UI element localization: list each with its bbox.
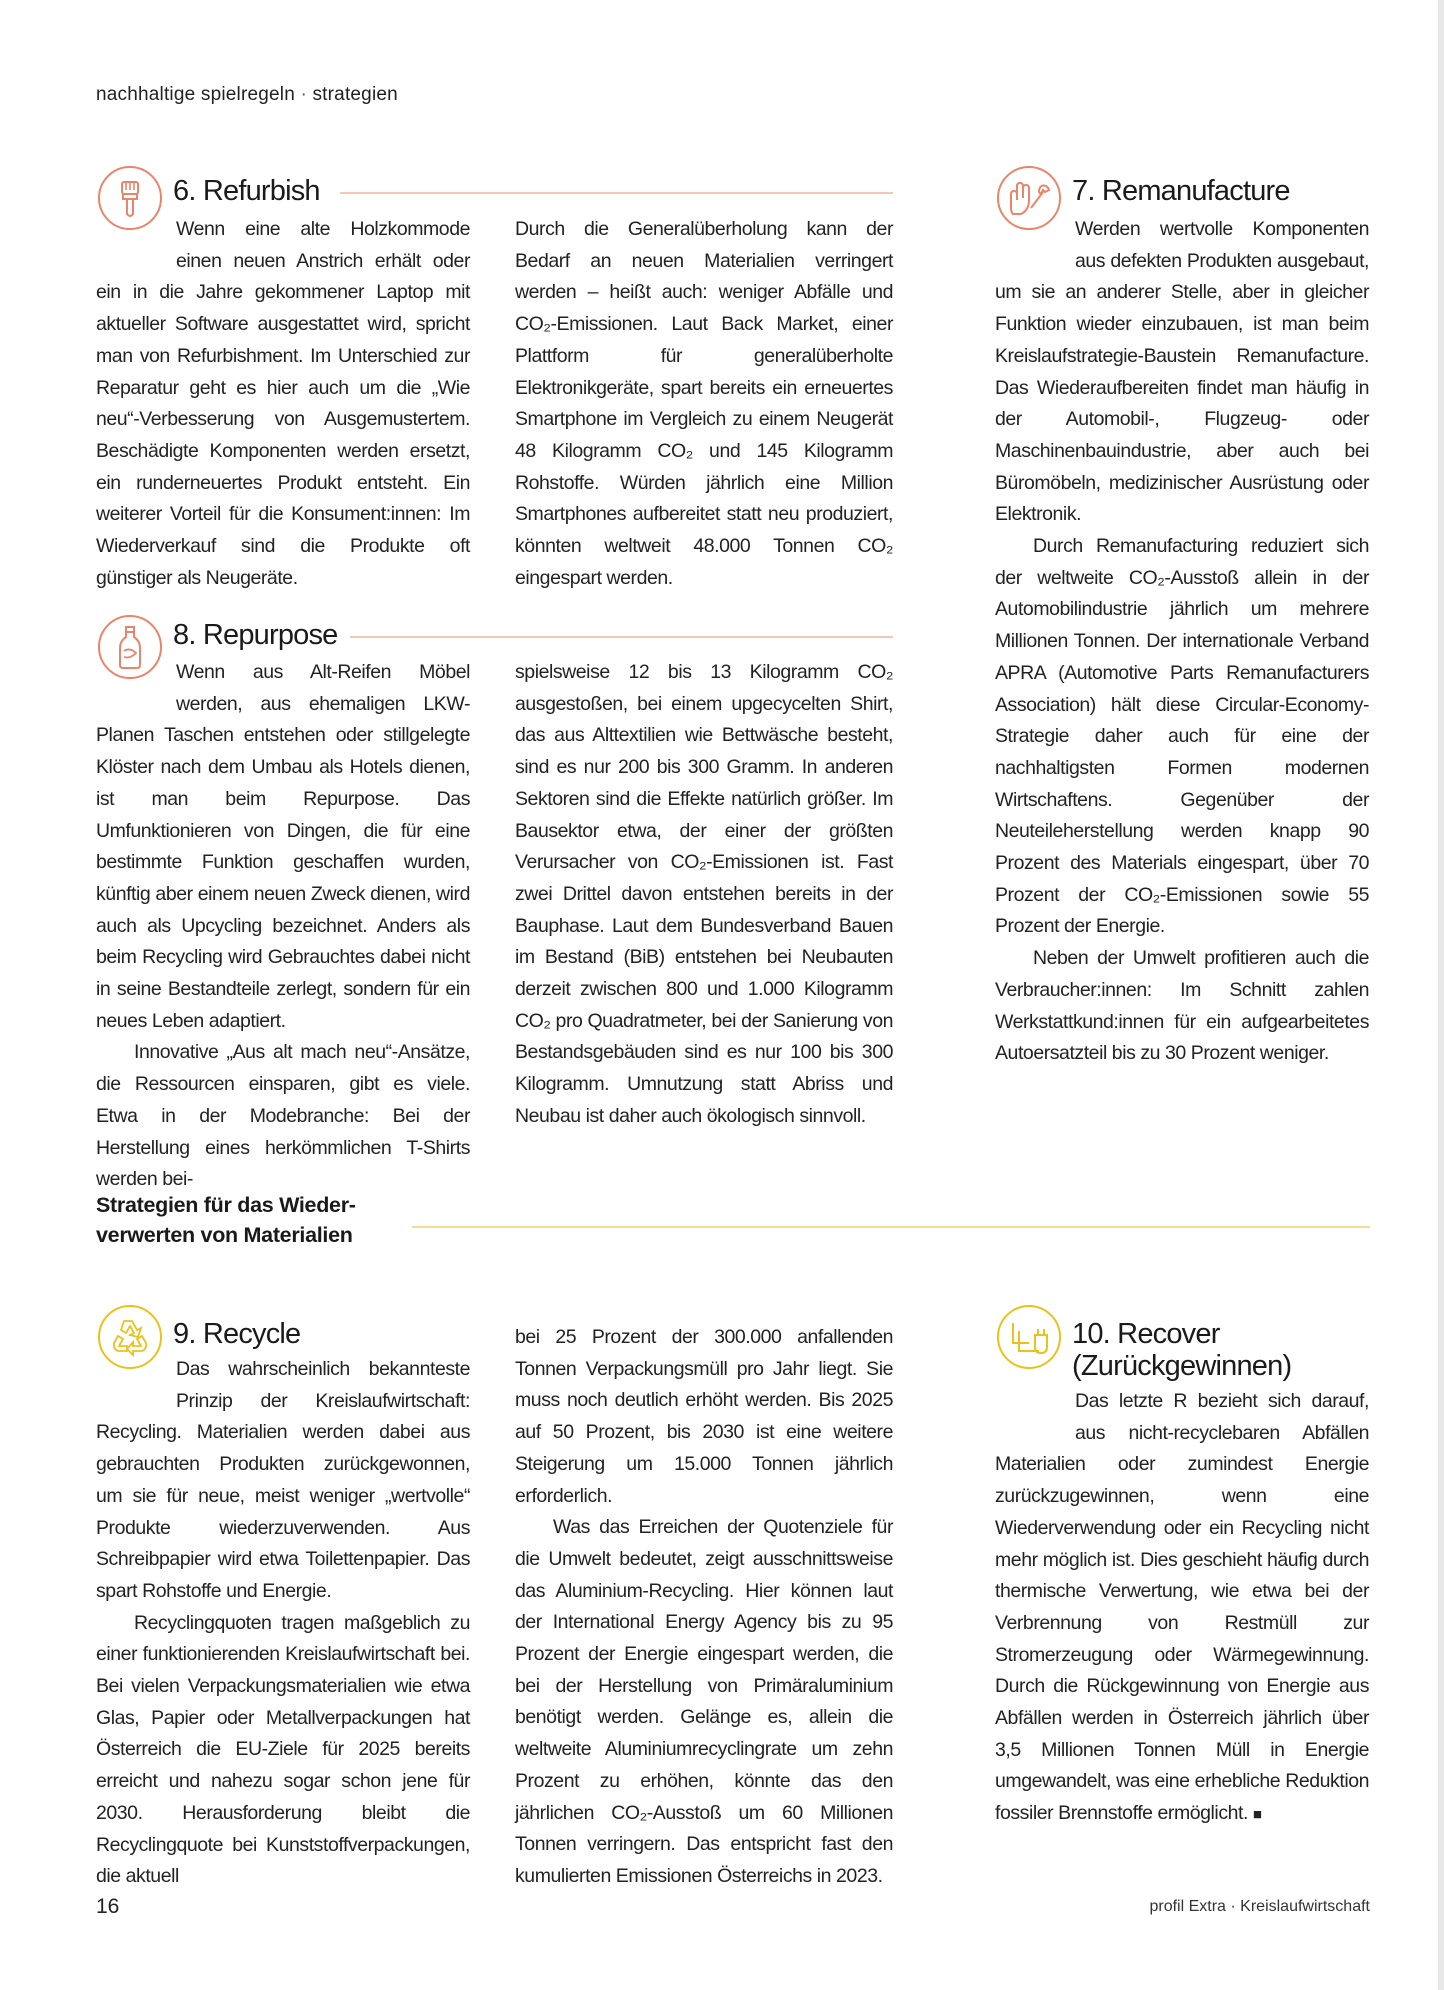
heading-line-1: Strategien für das Wieder- — [96, 1193, 356, 1217]
materials-section-rule — [412, 1226, 1370, 1228]
recover-title — [1072, 1318, 1303, 1382]
repurpose-rule — [340, 636, 893, 638]
recover-paragraph: Das letzte R bezieht sich darauf, aus nicht-recyclebaren Abfällen Materialien oder zumindest Energie zurückzugewinnen, wenn eine Wiederverwendung oder ein Recycling nicht mehr möglich ist. Dies geschieht häufig durch thermische Verwertung, wie etwa bei der Verbrennung von Restmüll zur Stromerzeugung oder Wärmegewinnung. Durch die Rückgewinnung von Energie aus Abfällen werden in Österreich jährlich über 3,5 Millionen Tonnen Müll in Energie umgewandelt, was eine erhebliche Reduktion fossiler Brennstoffe ermöglicht. — [995, 1390, 1369, 1825]
repurpose-paragraph-3: spielsweise 12 bis 13 Kilogramm CO₂ ausgestoßen, bei einem upgecycelten Shirt, das aus Alttextilien wie Bettwäsche besteht, sind es nur 200 bis 300 Gramm. In anderen Sektoren sind die Effekte natürlich größer. Im Bausektor etwa, der einer der größten Verursacher von CO₂-Emissionen ist. Fast zwei Drittel davon entstehen bereits in der Bauphase. Laut dem Bundesverband Bauen im Bestand (BiB) entstehen bei Neubauten derzeit zwischen 800 und 1.000 Kilogramm CO₂ pro Quadratmeter, bei der Sanierung von Bestandsgebäuden sind es nur 100 bis 300 Kilogramm. Umnutzung statt Abriss und Neubau ist daher auch ökologisch sinnvoll. — [515, 661, 893, 1127]
remanufacture-paragraph-2: Durch Remanufacturing reduziert sich der weltweite CO₂-Ausstoß allein in der Automobilindustrie jährlich um mehrere Millionen Tonnen. Der internationale Verband APRA (Automotive Parts Remanufacturers Association) hält diese Circular-Economy-Strategie daher auch für eine der nachhaltigsten Formen modernen Wirtschaftens. Gegenüber der Neuteileherstellung werden knapp 90 Prozent des Materials eingespart, über 70 Prozent der CO₂-Emissionen sowie 55 Prozent der Energie. — [995, 535, 1369, 938]
end-mark: ■ — [1252, 1806, 1262, 1824]
remanufacture-title: 7. Remanufacture — [1072, 175, 1302, 207]
recycle-column-2 — [515, 1322, 893, 1893]
refurbish-paragraph: Wenn eine alte Holzkommode einen neuen Anstrich erhält oder ein in die Jahre gekommener Laptop mit aktueller Software ausgestattet wird, spricht man von Refurbishment. Im Unterschied zur Reparatur geht es hier auch um die „Wie neu“-Verbesserung von Ausgemustertem. Beschädigte Komponenten werden ersetzt, ein runderneuertes Produkt entsteht. Ein weiterer Vorteil für die Konsument:innen: Im Wiederverkauf sind die Produkte oft günstiger als Neugeräte. — [96, 218, 470, 589]
repurpose-column-1 — [96, 657, 470, 1196]
running-header — [96, 84, 398, 106]
recycle-paragraph-1: Das wahrscheinlich bekannteste Prinzip der Kreislaufwirtschaft: Recycling. Materialien werden dabei aus gebrauchten Produkten zurückgewonnen, um sie für neue, meist weniger „wertvolle“ Produkte wiederzuverwenden. Aus Schreibpapier wird etwa Toilettenpapier. Das spart Rohstoffe und Energie. — [96, 1358, 470, 1602]
page-edge — [1438, 0, 1444, 1990]
header-subsection: strategien — [312, 84, 398, 105]
footer-separator: · — [1230, 1898, 1236, 1915]
recycle-title: 9. Recycle — [173, 1318, 312, 1350]
header-separator: · — [300, 84, 307, 105]
repurpose-paragraph-1: Wenn aus Alt-Reifen Möbel werden, aus ehemaligen LKW-Planen Taschen entstehen oder stillgelegte Klöster nach dem Umbau als Hotels dienen, ist man beim Repurpose. Das Umfunktionieren von Dingen, die für eine bestimmte Funktion geschaffen wurden, künftig aber einem neuen Zweck dienen, wird auch als Upcycling bezeichnet. Anders als beim Recycling wird Gebrauchtes dabei nicht in seine Bestandteile zerlegt, sondern für ein neues Leben adaptiert. — [96, 661, 470, 1032]
plug-icon — [995, 1303, 1063, 1371]
refurbish-column-2 — [515, 214, 893, 594]
refurbish-paragraph-2: Durch die Generalüberholung kann der Bedarf an neuen Materialien verringert werden – heißt auch: weniger Abfälle und CO₂-Emissionen. Laut Back Market, einer Plattform für generalüberholte Elektronikgeräte, spart bereits ein erneuertes Smartphone im Vergleich zu einem Neugerät 48 Kilogramm CO₂ und 145 Kilogramm Rohstoffe. Würden jährlich eine Million Smartphones aufbereitet statt neu produziert, könnten weltweit 48.000 Tonnen CO₂ eingespart werden. — [515, 218, 893, 589]
refurbish-title: 6. Refurbish — [173, 175, 332, 207]
remanufacture-paragraph-3: Neben der Umwelt profitieren auch die Verbraucher:innen: Im Schnitt zahlen Werkstattkund:innen für ein aufgearbeitetes Autoersatzteil bis zu 30 Prozent weniger. — [995, 947, 1369, 1065]
refurbish-rule — [340, 192, 893, 194]
page-number: 16 — [96, 1895, 120, 1918]
refurbish-text-1 — [96, 214, 470, 594]
recover-title-line-1: 10. Recover — [1072, 1318, 1220, 1350]
running-footer — [1149, 1898, 1370, 1916]
footer-publication: profil Extra — [1149, 1898, 1226, 1915]
recycle-paragraph-2: Recyclingquoten tragen maßgeblich zu einer funktionierenden Kreislaufwirtschaft bei. Bei vielen Verpackungsmaterialien wie etwa Glas, Papier oder Metallverpackungen hat Österreich die EU-Ziele für 2025 bereits erreicht und nahezu sogar schon jene für 2030. Herausforderung bleibt die Recyclingquote bei Kunststoffverpackungen, die aktuell — [96, 1611, 470, 1888]
recover-title-line-2: (Zurückgewinnen) — [1072, 1350, 1292, 1382]
repurpose-column-2 — [515, 657, 893, 1133]
footer-issue: Kreislaufwirtschaft — [1240, 1898, 1370, 1915]
materials-section-heading — [96, 1190, 356, 1250]
recover-column — [995, 1386, 1369, 1831]
recycle-column-1 — [96, 1354, 470, 1893]
remanufacture-column — [995, 214, 1369, 1070]
remanufacture-paragraph-1: Werden wertvolle Komponenten aus defekten Produkten ausgebaut, um sie an anderer Stelle, aber in gleicher Funktion wieder einzubauen, ist man beim Kreislaufstrategie-Baustein Remanufacture. Das Wiederaufbereiten findet man häufig in der Automobil-, Flugzeug- oder Maschinenbauindustrie, aber auch bei Büromöbeln, medizinischer Ausrüstung oder Elektronik. — [995, 218, 1369, 526]
repurpose-paragraph-2: Innovative „Aus alt mach neu“-Ansätze, die Ressourcen einsparen, gibt es viele. Etwa in der Modebranche: Bei der Herstellung eines herkömmlichen T-Shirts werden bei- — [96, 1041, 470, 1191]
repurpose-title: 8. Repurpose — [173, 619, 350, 651]
recycle-paragraph-3: bei 25 Prozent der 300.000 anfallenden Tonnen Verpackungsmüll pro Jahr liegt. Sie muss noch deutlich erhöht werden. Bis 2025 auf 50 Prozent, bis 2030 ist eine weitere Steigerung um 15.000 Tonnen jährlich erforderlich. — [515, 1326, 893, 1507]
heading-line-2: verwerten von Materialien — [96, 1223, 353, 1247]
recycle-paragraph-4: Was das Erreichen der Quotenziele für die Umwelt bedeutet, zeigt ausschnittsweise das Aluminium-Recycling. Hier können laut der International Energy Agency bis zu 95 Prozent der Energie eingespart werden, die bei der Herstellung von Primäraluminium benötigt werden. Gelänge es, allein die weltweite Aluminiumrecyclingrate um zehn Prozent zu erhöhen, könnte das den jährlichen CO₂-Ausstoß um 60 Millionen Tonnen verringern. Das entspricht fast den kumulierten Emissionen Österreichs in 2023. — [515, 1516, 893, 1887]
header-section: nachhaltige spielregeln — [96, 84, 295, 105]
